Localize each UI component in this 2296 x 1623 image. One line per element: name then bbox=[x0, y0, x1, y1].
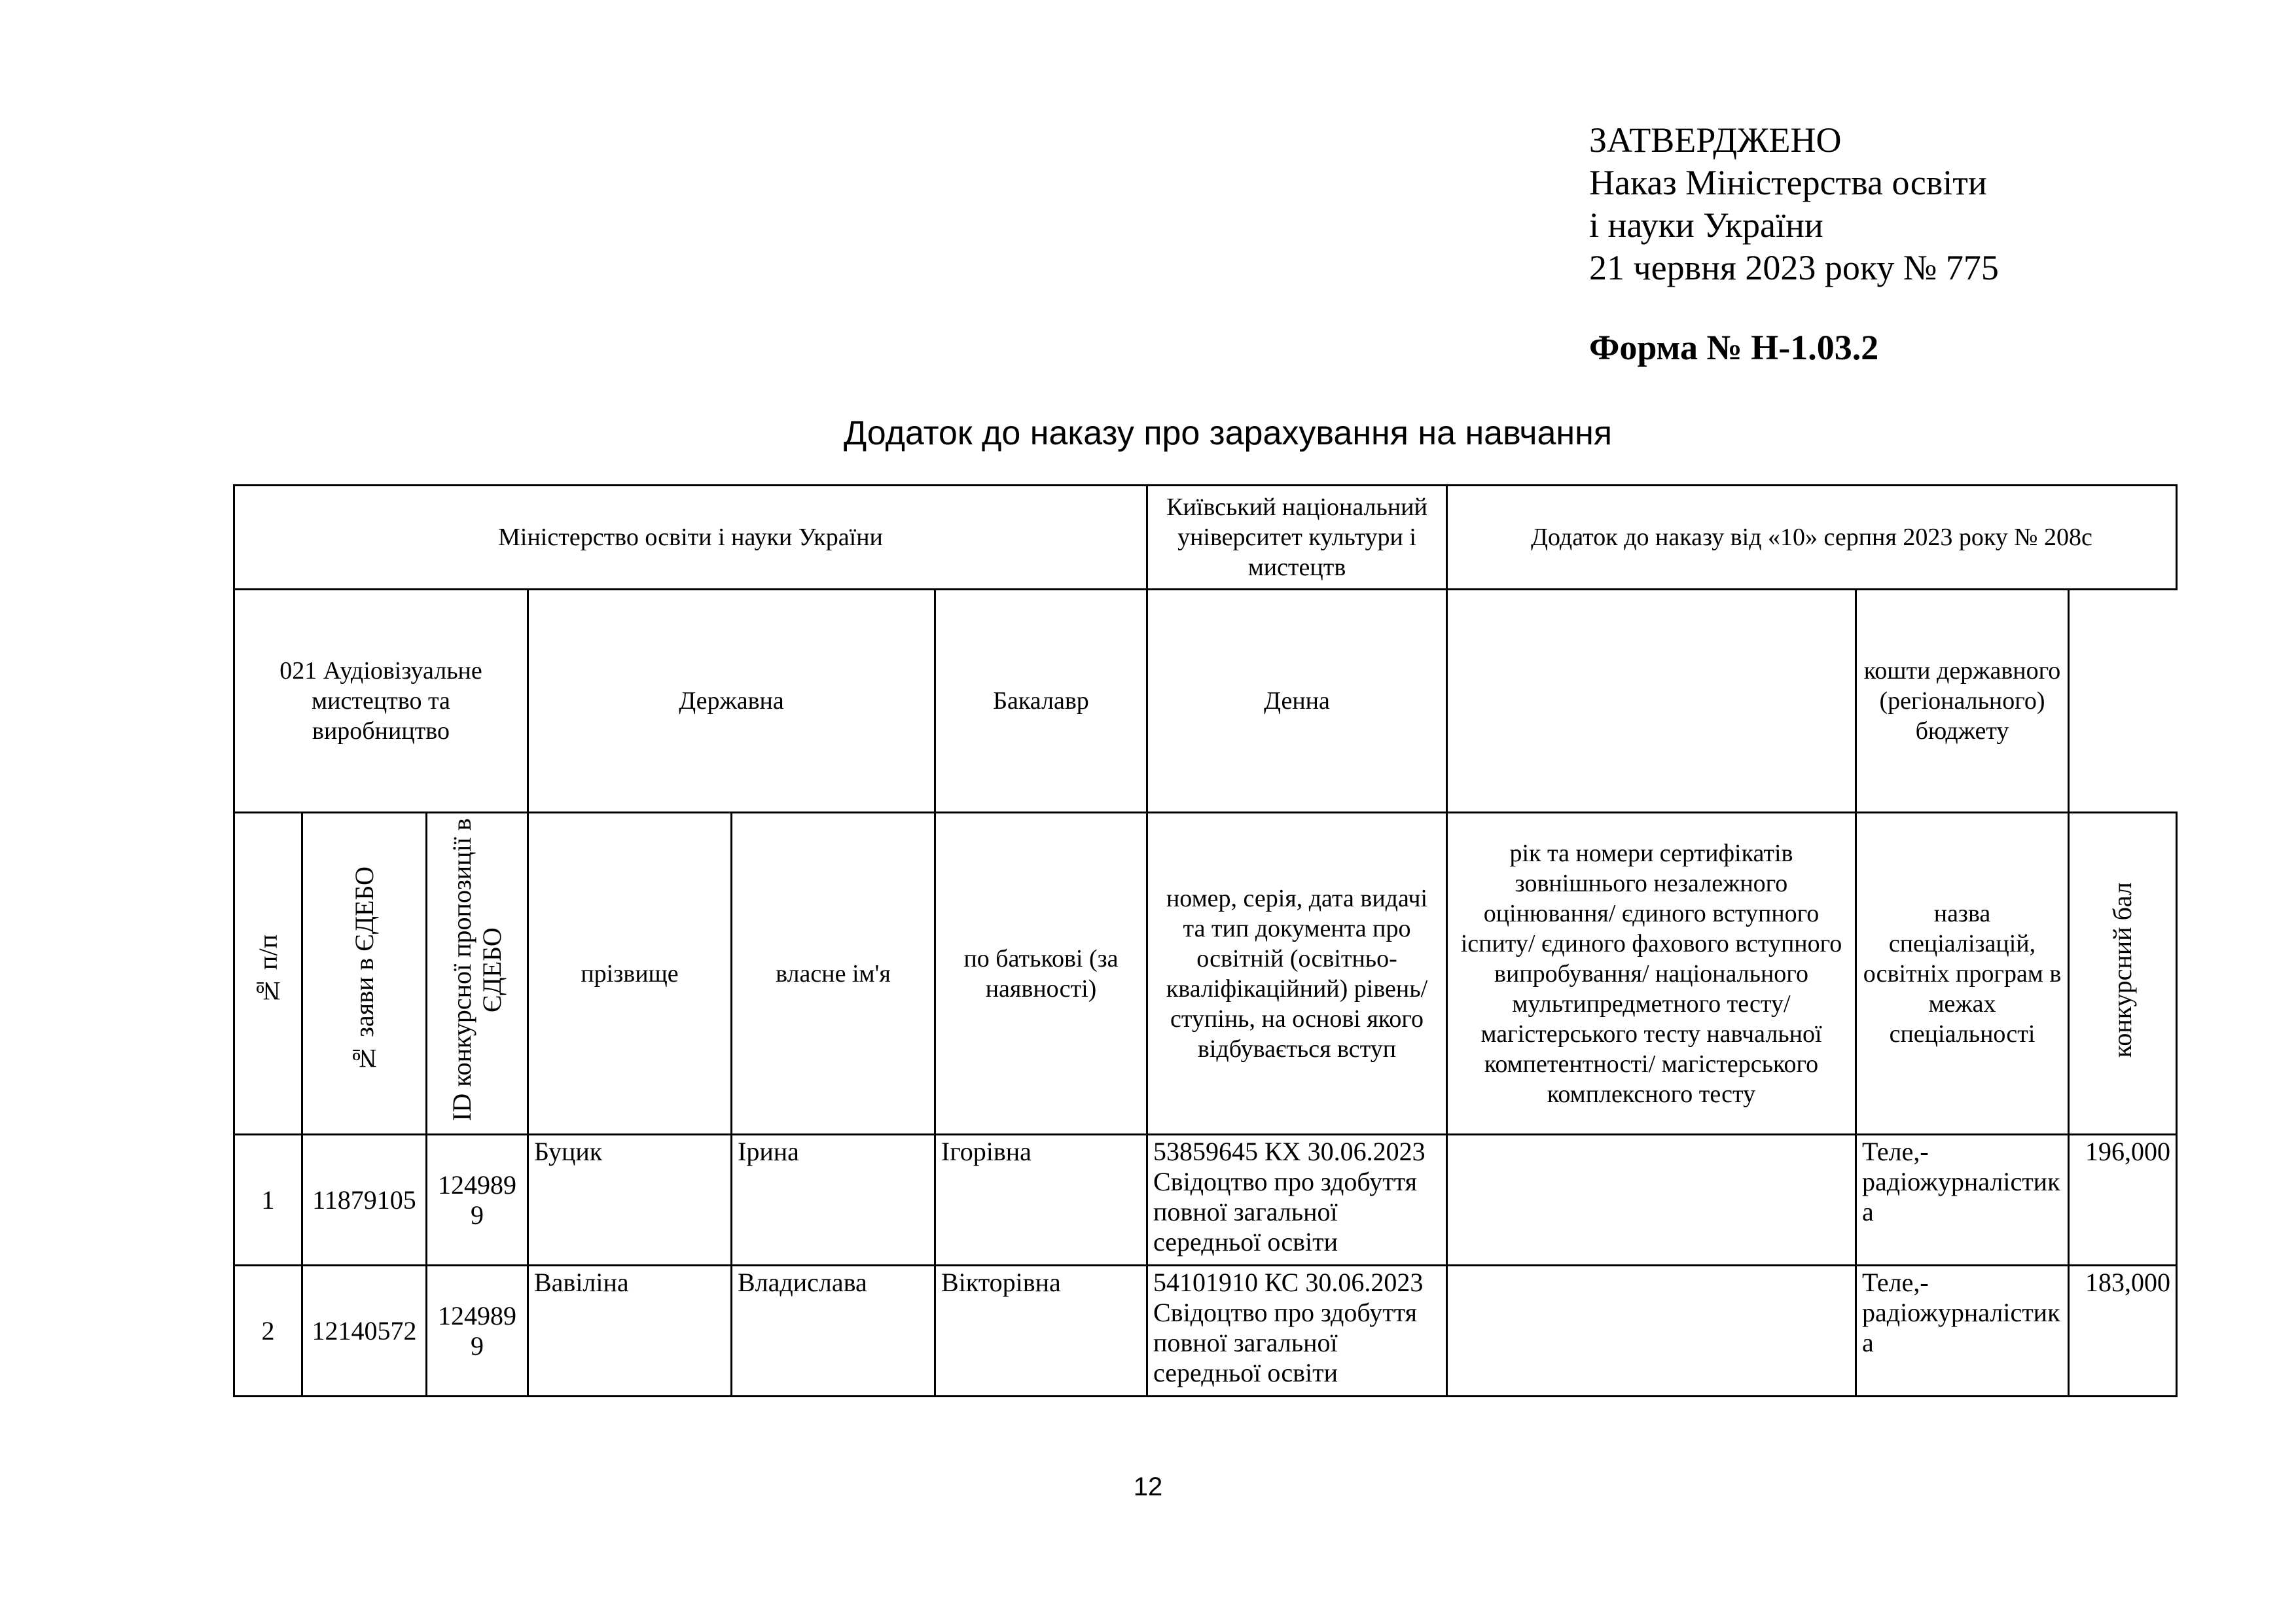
form-number: Форма № Н-1.03.2 bbox=[1589, 328, 1879, 367]
row-offer-id: 1249899 bbox=[427, 1135, 528, 1266]
row-first-name: Владислава bbox=[732, 1266, 935, 1397]
ownership-cell: Державна bbox=[528, 590, 935, 813]
table-row bbox=[234, 1266, 2177, 1397]
row-offer-id: 1249899 bbox=[427, 1266, 528, 1397]
approval-line-1: ЗАТВЕРДЖЕНО bbox=[1589, 120, 1842, 160]
empty-header-cell bbox=[1447, 590, 1856, 813]
university-cell: Київський національний університет культури і мистецтв bbox=[1147, 486, 1447, 590]
row-score: 183,000 bbox=[2069, 1266, 2177, 1397]
row-num: 2 bbox=[234, 1266, 302, 1397]
col-surname-header: прізвище bbox=[528, 813, 732, 1135]
col-offer-id-header: ID конкурсної пропозиції в ЄДЕБО bbox=[427, 813, 528, 1135]
col-score-header: конкурсний бал bbox=[2069, 813, 2177, 1135]
col-app-no-header: № заяви в ЄДЕБО bbox=[302, 813, 427, 1135]
funding-cell: кошти державного (регіонального) бюджету bbox=[1856, 590, 2069, 813]
order-reference-cell: Додаток до наказу від «10» серпня 2023 року № 208с bbox=[1447, 486, 2177, 590]
row-score: 196,000 bbox=[2069, 1135, 2177, 1266]
row-patronymic: Ігорівна bbox=[935, 1135, 1147, 1266]
row-patronymic: Вікторівна bbox=[935, 1266, 1147, 1397]
col-specialization-header: назва спеціалізацій, освітніх програм в межах спеціальності bbox=[1856, 813, 2069, 1135]
col-certificates-header: рік та номери сертифікатів зовнішнього незалежного оцінювання/ єдиного вступного іспиту/ єдиного фахового вступного випробування/ національного мультипредметного тесту/ магістерського тесту навчальної компетентності/ магістерського комплексного тесту bbox=[1447, 813, 1856, 1135]
study-form-cell: Денна bbox=[1147, 590, 1447, 813]
document-title: Додаток до наказу про зарахування на навчання bbox=[844, 414, 1612, 452]
row-surname: Вавіліна bbox=[528, 1266, 732, 1397]
row-num: 1 bbox=[234, 1135, 302, 1266]
specialty-cell: 021 Аудіовізуальне мистецтво та виробництво bbox=[234, 590, 528, 813]
approval-line-3: і науки України bbox=[1589, 205, 1823, 245]
header-row-program bbox=[234, 590, 2177, 813]
col-first-name-header: власне ім'я bbox=[732, 813, 935, 1135]
page-number: 12 bbox=[1133, 1472, 1163, 1501]
col-edu-doc-header: номер, серія, дата видачі та тип документа про освітній (освітньо-кваліфікаційний) рівень/ступінь, на основі якого відбувається вступ bbox=[1147, 813, 1447, 1135]
row-specialization: Теле,-радіожурналістика bbox=[1856, 1266, 2069, 1397]
row-surname: Буцик bbox=[528, 1135, 732, 1266]
table-row bbox=[234, 1135, 2177, 1266]
approval-line-2: Наказ Міністерства освіти bbox=[1589, 163, 1987, 202]
enrollment-table bbox=[233, 484, 2178, 1397]
row-edu-doc: 53859645 КХ 30.06.2023 Свідоцтво про здобуття повної загальної середньої освіти bbox=[1147, 1135, 1447, 1266]
row-first-name: Ірина bbox=[732, 1135, 935, 1266]
row-specialization: Теле,-радіожурналістика bbox=[1856, 1135, 2069, 1266]
header-row-institution bbox=[234, 486, 2177, 590]
row-app-no: 12140572 bbox=[302, 1266, 427, 1397]
row-edu-doc: 54101910 КС 30.06.2023 Свідоцтво про здобуття повної загальної середньої освіти bbox=[1147, 1266, 1447, 1397]
row-certificates bbox=[1447, 1135, 1856, 1266]
col-num-header: № п/п bbox=[234, 813, 302, 1135]
row-certificates bbox=[1447, 1266, 1856, 1397]
approval-line-4: 21 червня 2023 року № 775 bbox=[1589, 248, 1999, 287]
row-app-no: 11879105 bbox=[302, 1135, 427, 1266]
col-patronymic-header: по батькові (за наявності) bbox=[935, 813, 1147, 1135]
column-header-row bbox=[234, 813, 2177, 1135]
approval-stamp bbox=[1589, 119, 1999, 289]
ministry-cell: Міністерство освіти і науки України bbox=[234, 486, 1147, 590]
degree-cell: Бакалавр bbox=[935, 590, 1147, 813]
